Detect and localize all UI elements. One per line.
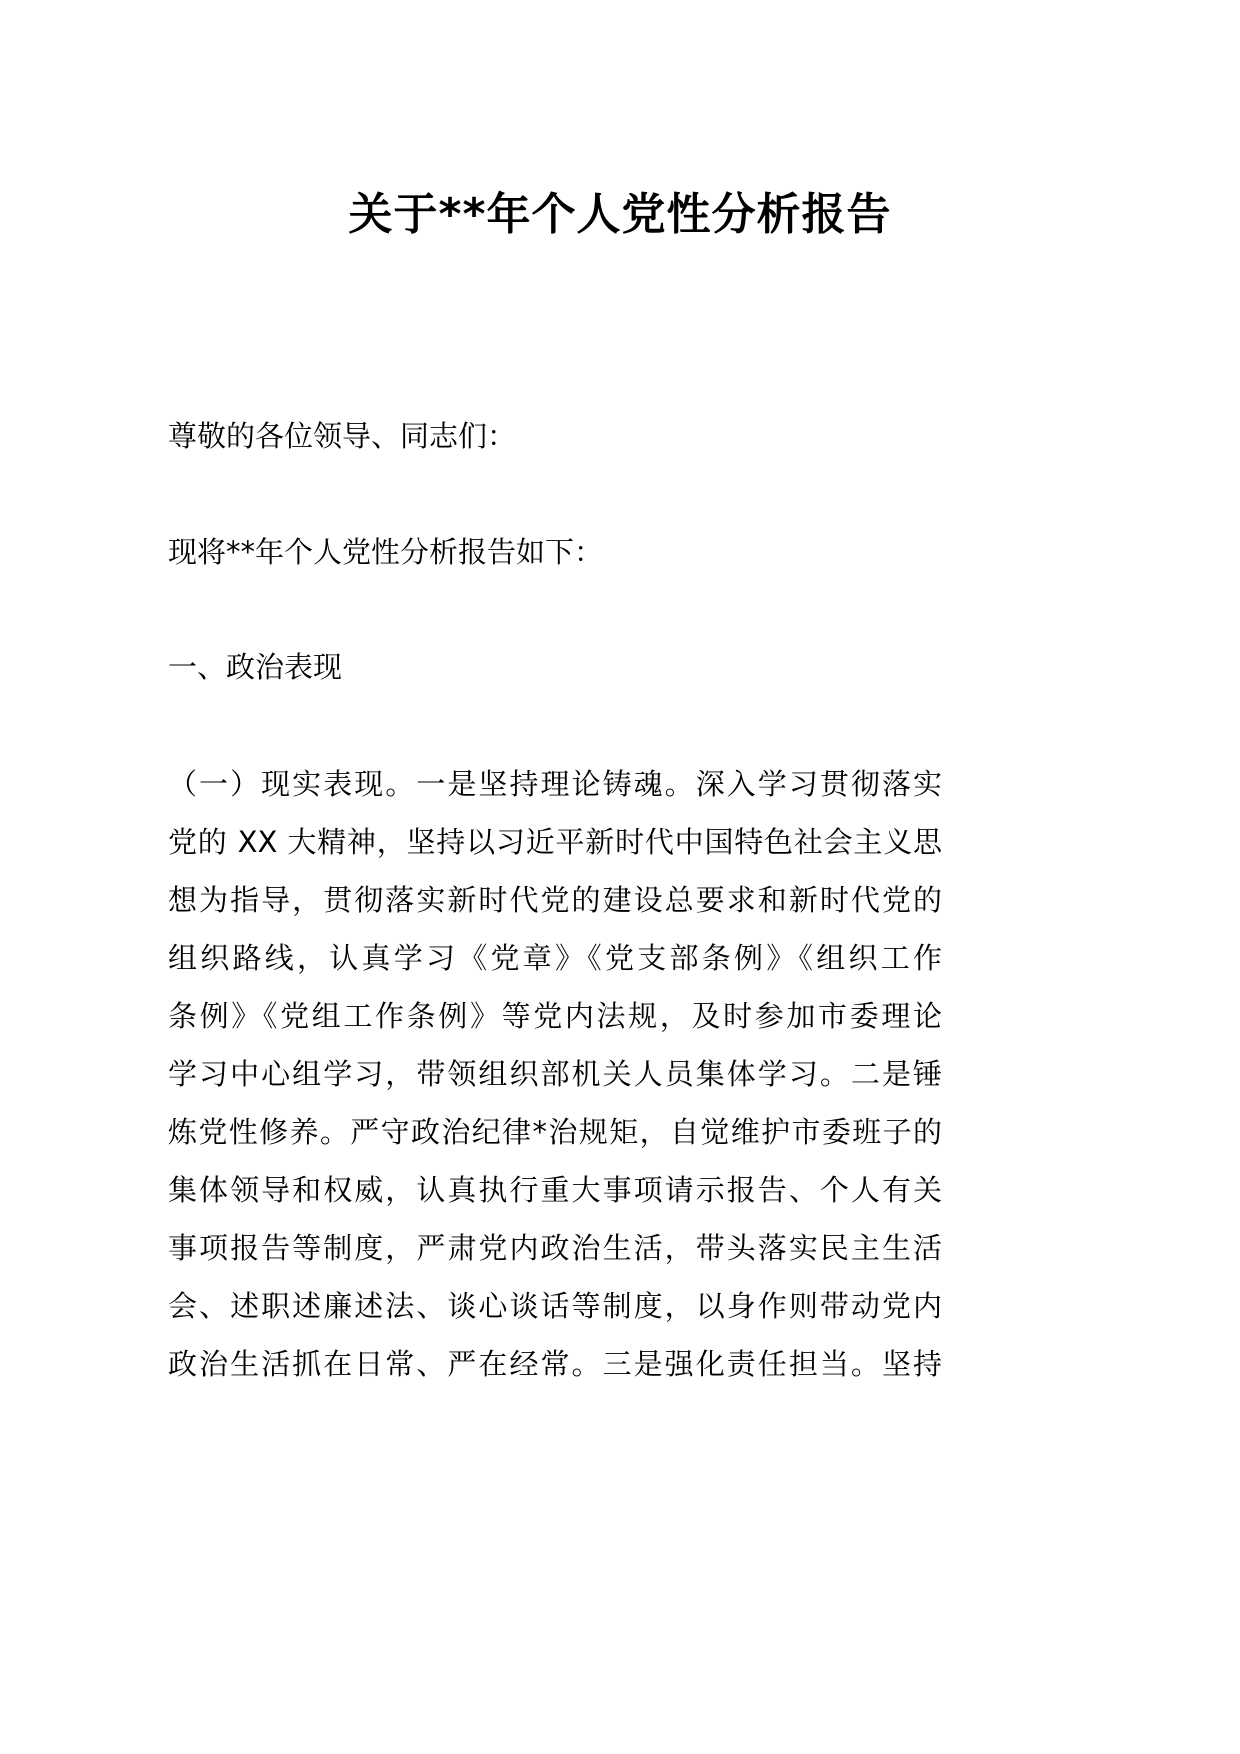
paragraph-line: 集体领导和权威，认真执行重大事项请示报告、个人有关	[168, 1173, 942, 1207]
salutation: 尊敬的各位领导、同志们：	[168, 419, 517, 453]
paragraph-line: 党的 XX 大精神，坚持以习近平新时代中国特色社会主义思	[168, 825, 942, 859]
paragraph-line: 学习中心组学习，带领组织部机关人员集体学习。二是锤	[168, 1057, 942, 1091]
paragraph-line: 会、述职述廉述法、谈心谈话等制度，以身作则带动党内	[168, 1289, 942, 1323]
paragraph-line: 炼党性修养。严守政治纪律*治规矩，自觉维护市委班子的	[168, 1115, 942, 1149]
paragraph-line: 组织路线，认真学习《党章》《党支部条例》《组织工作	[168, 941, 942, 975]
intro-line: 现将**年个人党性分析报告如下：	[168, 535, 604, 569]
paragraph-line: 想为指导，贯彻落实新时代党的建设总要求和新时代党的	[168, 883, 942, 917]
paragraph-line: 政治生活抓在日常、严在经常。三是强化责任担当。坚持	[168, 1347, 942, 1381]
paragraph-line: 条例》《党组工作条例》等党内法规，及时参加市委理论	[168, 999, 942, 1033]
section-heading: 一、政治表现	[168, 650, 343, 684]
paragraph-line: 事项报告等制度，严肃党内政治生活，带头落实民主生活	[168, 1231, 942, 1265]
paragraph-line: （一）现实表现。一是坚持理论铸魂。深入学习贯彻落实	[168, 767, 942, 801]
document-title: 关于**年个人党性分析报告	[348, 189, 892, 240]
